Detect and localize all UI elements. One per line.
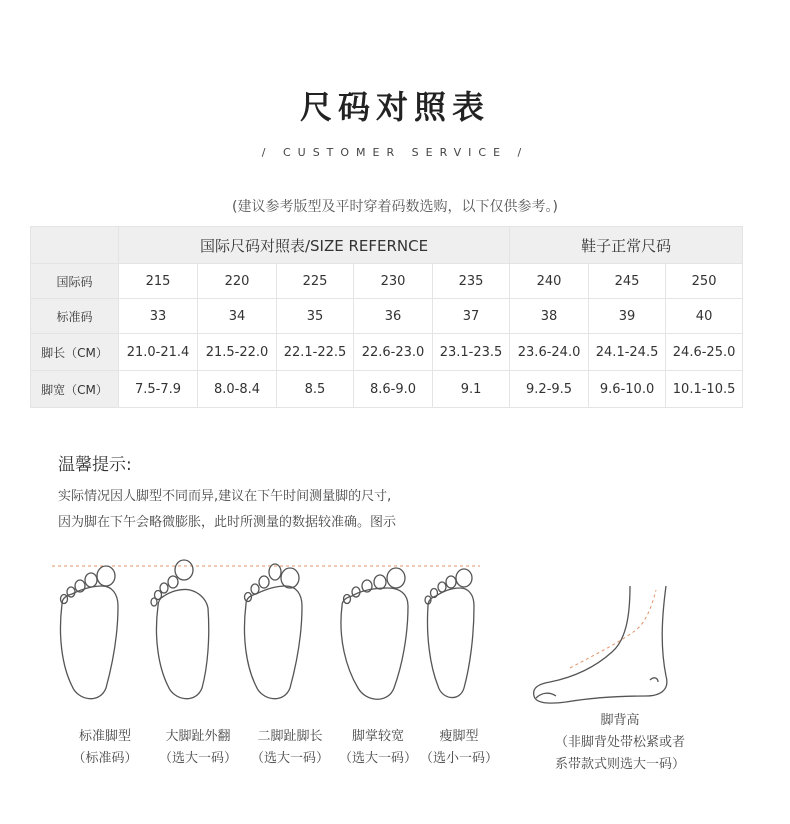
- table-cell: 230: [354, 264, 433, 299]
- table-cell: 37: [433, 299, 510, 334]
- table-cell: 225: [277, 264, 354, 299]
- narrow-foot-icon: [425, 569, 474, 698]
- foot-advice: （选小一码）: [419, 751, 498, 766]
- table-cell: 24.1-24.5: [589, 334, 666, 371]
- foot-caption-instep: [530, 710, 710, 776]
- foot-caption-wide: [330, 726, 426, 770]
- page-subtitle: / CUSTOMER SERVICE /: [261, 146, 529, 159]
- table-cell: 9.2-9.5: [510, 371, 589, 408]
- table-cell: 235: [433, 264, 510, 299]
- foot-name: 瘦脚型: [439, 729, 479, 744]
- foot-caption-narrow: [414, 726, 504, 770]
- page-title: 尺码对照表: [299, 88, 490, 126]
- table-cell: 10.1-10.5: [666, 371, 743, 408]
- reference-note: (建议参考版型及平时穿着码数选购，以下仅供参考。): [232, 199, 558, 215]
- wide-foot-icon: [341, 568, 408, 699]
- table-cell: 39: [589, 299, 666, 334]
- foot-caption-second-toe: [240, 726, 340, 770]
- table-cell: 35: [277, 299, 354, 334]
- table-cell: 23.6-24.0: [510, 334, 589, 371]
- table-row: [31, 371, 743, 408]
- table-header-row: [31, 227, 743, 264]
- high-instep-foot-icon: [534, 586, 667, 703]
- table-cell: 7.5-7.9: [119, 371, 198, 408]
- foot-name: 脚掌较宽: [351, 729, 404, 744]
- table-cell: 36: [354, 299, 433, 334]
- table-cell: 40: [666, 299, 743, 334]
- second-toe-long-foot-icon: [244, 564, 302, 699]
- table-cell: 23.1-23.5: [433, 334, 510, 371]
- table-cell: 34: [198, 299, 277, 334]
- table-cell: 215: [119, 264, 198, 299]
- row-label: 脚长（CM）: [31, 334, 119, 371]
- header-blank-cell: [31, 227, 119, 264]
- table-cell: 9.1: [433, 371, 510, 408]
- row-label: 标准码: [31, 299, 119, 334]
- table-cell: 9.6-10.0: [589, 371, 666, 408]
- row-label: 脚宽（CM）: [31, 371, 119, 408]
- foot-name: 二脚趾脚长: [257, 729, 323, 744]
- tips-line: 实际情况因人脚型不同而异,建议在下午时间测量脚的尺寸,: [58, 489, 392, 504]
- table-cell: 245: [589, 264, 666, 299]
- table-cell: 8.6-9.0: [354, 371, 433, 408]
- foot-name: 大脚趾外翻: [165, 729, 231, 744]
- table-row: [31, 299, 743, 334]
- table-row: [31, 264, 743, 299]
- row-label: 国际码: [31, 264, 119, 299]
- table-cell: 220: [198, 264, 277, 299]
- foot-caption-bunion: [148, 726, 248, 770]
- foot-advice: （选大一码）: [158, 751, 237, 766]
- tips-line: 因为脚在下午会略微膨胀，此时所测量的数据较准确。图示: [58, 515, 397, 530]
- tips-title: 温馨提示:: [58, 455, 132, 475]
- tips-text: [58, 484, 396, 536]
- table-cell: 8.0-8.4: [198, 371, 277, 408]
- bunion-foot-icon: [151, 560, 209, 699]
- table-cell: 8.5: [277, 371, 354, 408]
- header-main: 国际尺码对照表/SIZE REFERNCE: [119, 227, 510, 264]
- foot-name: 标准脚型: [78, 729, 131, 744]
- standard-foot-icon: [60, 566, 118, 699]
- instep-arc: [570, 590, 656, 668]
- foot-caption-standard: [60, 726, 150, 770]
- foot-advice: （非脚背处带松紧或者: [554, 735, 685, 750]
- foot-advice: （标准码）: [72, 751, 138, 766]
- table-cell: 38: [510, 299, 589, 334]
- table-cell: 250: [666, 264, 743, 299]
- foot-advice: （选大一码）: [250, 751, 329, 766]
- table-cell: 21.5-22.0: [198, 334, 277, 371]
- table-cell: 24.6-25.0: [666, 334, 743, 371]
- table-row: [31, 334, 743, 371]
- foot-advice: （选大一码）: [338, 751, 417, 766]
- size-chart-table: [30, 226, 743, 408]
- table-cell: 33: [119, 299, 198, 334]
- header-right: 鞋子正常尺码: [510, 227, 743, 264]
- table-cell: 240: [510, 264, 589, 299]
- table-cell: 21.0-21.4: [119, 334, 198, 371]
- table-cell: 22.6-23.0: [354, 334, 433, 371]
- foot-name: 脚背高: [600, 713, 640, 728]
- foot-types-illustration: [40, 556, 770, 716]
- foot-advice: 系带款式则选大一码）: [554, 757, 685, 772]
- table-cell: 22.1-22.5: [277, 334, 354, 371]
